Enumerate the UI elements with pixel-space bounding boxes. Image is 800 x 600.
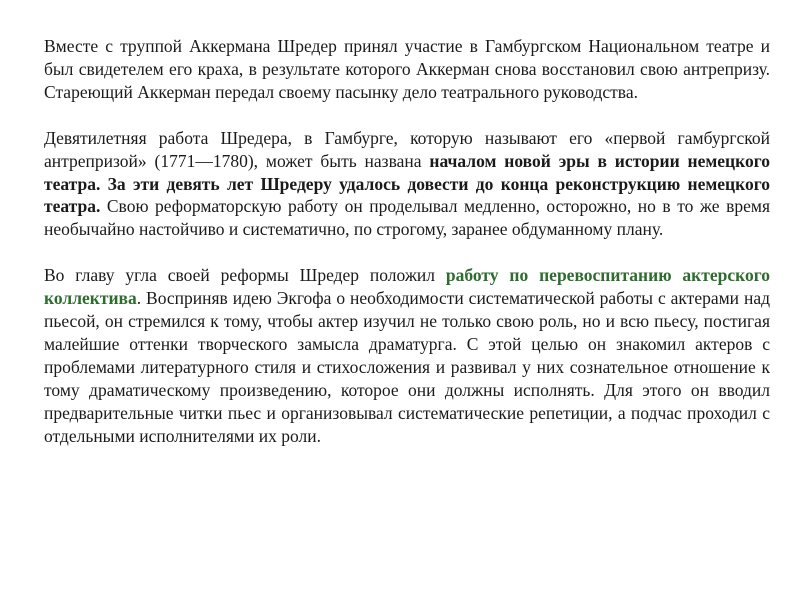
text-body <box>44 35 770 471</box>
paragraph-1-text: Вместе с труппой Аккермана Шредер принял участие в Гамбургском Национальном театре и был свидетелем его краха, в результате которого Аккерман снова восстановил свою антрепризу. Стареющий Аккерман передал своему пасынку дело театрального руководства. <box>44 36 770 102</box>
paragraph-2-bold: началом новой эры в истории немецкого театра. За эти девять лет Шредеру удалось довести до конца реконструкцию немецкого театра. <box>44 150 770 217</box>
paragraph-2 <box>44 127 770 242</box>
paragraph-2-text-a: Девятилетняя работа Шредера, в Гамбурге, которую называют его «первой гамбургской антрепризой» (1771—1780), может быть названа <box>44 127 770 171</box>
paragraph-3-text-a: Во главу угла своей реформы Шредер положил <box>44 265 446 286</box>
paragraph-2-text-b: Свою реформаторскую работу он проделывал медленно, осторожно, но в то же время необычайно настойчиво и систематично, по строгому, заранее обдуманному плану. <box>44 196 770 240</box>
paragraph-3-highlight: работу по перевоспитанию актерского коллектива <box>44 265 770 309</box>
paragraph-1 <box>44 35 770 104</box>
paragraph-3-text-b: . Восприняв идею Экгофа о необходимости систематической работы с актерами над пьесой, он стремился к тому, чтобы актер изучил не только свою роль, но и всю пьесу, постигая малейшие оттенки творческого замысла драматурга. С этой целью он знакомил актеров с проблемами литературного стиля и стихосложения и развивал у них сознательное отношение к тому драматическому произведению, которое они должны исполнять. Для этого он вводил предварительные читки пьес и организовывал систематические репетиции, а подчас проходил с отдельными исполнителями их роли. <box>44 288 770 446</box>
paragraph-3 <box>44 264 770 447</box>
